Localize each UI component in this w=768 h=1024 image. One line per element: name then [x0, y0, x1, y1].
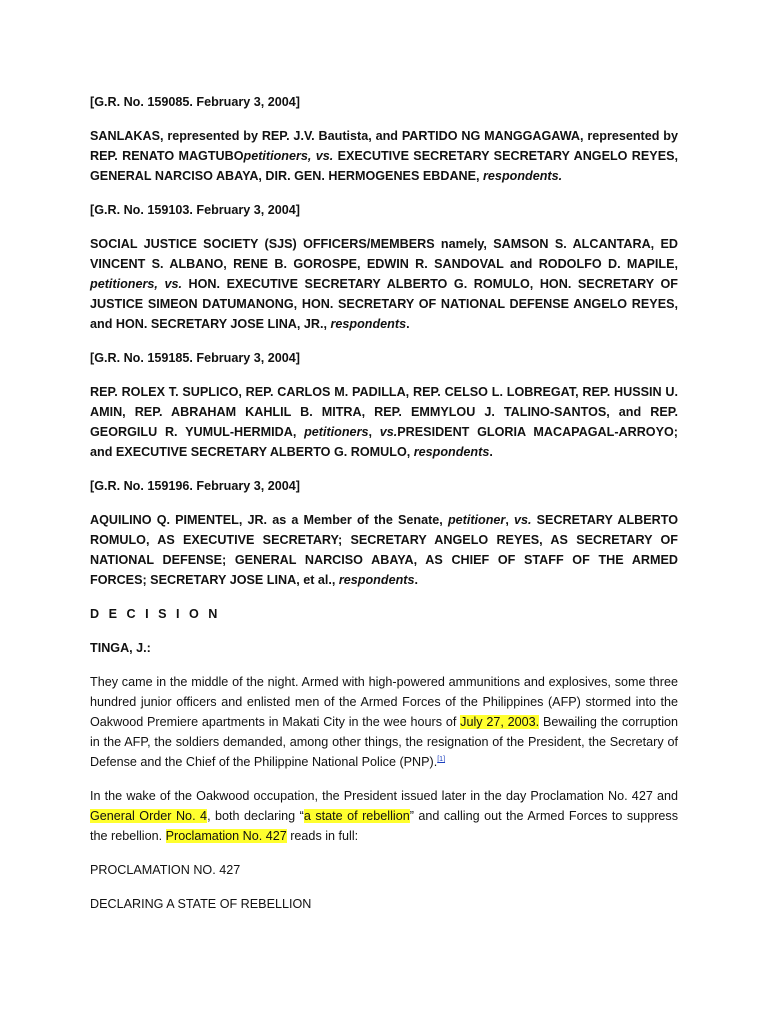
case-parties-159103: SOCIAL JUSTICE SOCIETY (SJS) OFFICERS/MEMBERS namely, SAMSON S. ALCANTARA, ED VINCENT S. ALBANO, RENE B. GOROSPE, EDWIN R. SANDOVAL and RODOLFO D. MAPILE, petitioners, vs. HON. EXECUTIVE SECRETARY ALBERTO G. ROMULO, HON. SECRETARY OF JUSTICE SIMEON DATUMANONG, HON. SECRETARY OF NATIONAL DEFENSE ANGELO REYES, and HON. SECRETARY JOSE LINA, JR., respondents. [90, 237, 678, 331]
case-parties-159185: REP. ROLEX T. SUPLICO, REP. CARLOS M. PADILLA, REP. CELSO L. LOBREGAT, REP. HUSSIN U. AMIN, REP. ABRAHAM KAHLIL B. MITRA, REP. EMMYLOU J. TALINO-SANTOS, and REP. GEORGILU R. YUMUL-HERMIDA, petitioners, vs.PRESIDENT GLORIA MACAPAGAL-ARROYO; and EXECUTIVE SECRETARY ALBERTO G. ROMULO, respondents. [90, 385, 678, 459]
case-header-159185: [G.R. No. 159185. February 3, 2004] [90, 351, 300, 365]
case-parties-159196: AQUILINO Q. PIMENTEL, JR. as a Member of the Senate, petitioner, vs. SECRETARY ALBERTO ROMULO, AS EXECUTIVE SECRETARY; SECRETARY ANGELO REYES, AS SECRETARY OF NATIONAL DEFENSE; GENERAL NARCISO ABAYA, AS CHIEF OF STAFF OF THE ARMED FORCES; SECRETARY JOSE LINA, et al., respondents. [90, 513, 679, 587]
case-header-159196: [G.R. No. 159196. February 3, 2004] [90, 479, 300, 493]
document-body [90, 92, 678, 928]
proclamation-subtitle: DECLARING A STATE OF REBELLION [90, 897, 312, 911]
decision-heading: D E C I S I O N [90, 607, 221, 621]
body-paragraph-2: In the wake of the Oakwood occupation, the President issued later in the day Proclamation No. 427 and General Order No. 4, both declaring “a state of rebellion” and calling out the Armed Forces to suppress the rebellion. Proclamation No. 427 reads in full: [90, 789, 678, 843]
case-parties-159085: SANLAKAS, represented by REP. J.V. Bautista, and PARTIDO NG MANGGAGAWA, represented by REP. RENATO MAGTUBOpetitioners, vs. EXECUTIVE SECRETARY SECRETARY ANGELO REYES, GENERAL NARCISO ABAYA, DIR. GEN. HERMOGENES EBDANE, respondents. [90, 129, 678, 183]
highlight-proclamation: Proclamation No. 427 [165, 829, 287, 843]
body-paragraph-1: They came in the middle of the night. Armed with high-powered ammunitions and explosives, some three hundred junior officers and enlisted men of the Armed Forces of the Philippines (AFP) stormed into the Oakwood Premiere apartments in Makati City in the wee hours of July 27, 2003. Bewailing the corruption in the AFP, the soldiers demanded, among other things, the resignation of the President, the Secretary of Defense and the Chief of the Philippine National Police (PNP).[1] [90, 675, 678, 769]
case-header-159085: [G.R. No. 159085. February 3, 2004] [90, 95, 300, 109]
highlight-state-of-rebellion: a state of rebellion [303, 809, 410, 823]
highlight-general-order: General Order No. 4 [90, 809, 208, 823]
highlight-date: July 27, 2003. [460, 715, 540, 729]
footnote-link-1[interactable]: [1] [437, 755, 446, 763]
proclamation-title: PROCLAMATION NO. 427 [90, 863, 241, 877]
ponente: TINGA, J.: [90, 641, 151, 655]
case-header-159103: [G.R. No. 159103. February 3, 2004] [90, 203, 300, 217]
